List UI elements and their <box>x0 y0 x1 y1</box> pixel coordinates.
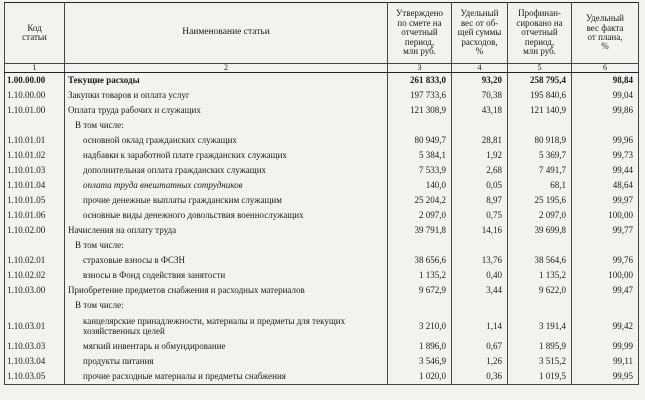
cell-name: оплата труда внештатных сотрудников <box>65 178 388 193</box>
cell-code: 1.10.00.00 <box>5 88 65 103</box>
cell-financed: 5 369,7 <box>508 148 572 163</box>
column-number: 4 <box>452 64 508 73</box>
cell-code: 1.10.01.06 <box>5 208 65 223</box>
table-row <box>5 313 639 339</box>
cell-name: прочие расходные материалы и предметы снабжения <box>65 369 388 385</box>
table-row <box>5 223 639 238</box>
cell-share-plan: 99,97 <box>572 193 639 208</box>
cell-approved: 9 672,9 <box>388 283 452 298</box>
table-row <box>5 354 639 369</box>
cell-approved: 1 896,0 <box>388 339 452 354</box>
cell-share-total: 1,92 <box>452 148 508 163</box>
table-row <box>5 193 639 208</box>
table-row <box>5 253 639 268</box>
header-row <box>5 3 639 64</box>
cell-name: Приобретение предметов снабжения и расходных материалов <box>65 283 388 298</box>
cell-share-total <box>452 118 508 133</box>
cell-code <box>5 238 65 253</box>
cell-code: 1.10.01.01 <box>5 133 65 148</box>
cell-share-total: 1,14 <box>452 313 508 339</box>
column-number-row <box>5 64 639 73</box>
cell-financed: 38 564,6 <box>508 253 572 268</box>
cell-share-plan <box>572 238 639 253</box>
cell-share-plan <box>572 118 639 133</box>
cell-code: 1.10.02.01 <box>5 253 65 268</box>
table-row <box>5 178 639 193</box>
table-row <box>5 339 639 354</box>
cell-code: 1.10.01.05 <box>5 193 65 208</box>
cell-name: надбавки к заработной плате гражданских служащих <box>65 148 388 163</box>
cell-approved: 3 546,9 <box>388 354 452 369</box>
cell-name: прочие денежные выплаты гражданским служащим <box>65 193 388 208</box>
table-row <box>5 238 639 253</box>
table-row <box>5 118 639 133</box>
cell-approved <box>388 118 452 133</box>
cell-share-plan: 48,64 <box>572 178 639 193</box>
cell-financed: 2 097,0 <box>508 208 572 223</box>
cell-approved: 197 733,6 <box>388 88 452 103</box>
cell-share-plan: 99,44 <box>572 163 639 178</box>
table-row <box>5 163 639 178</box>
table-row <box>5 148 639 163</box>
cell-financed: 121 140,9 <box>508 103 572 118</box>
cell-code: 1.10.03.00 <box>5 283 65 298</box>
cell-approved: 7 533,9 <box>388 163 452 178</box>
column-number: 2 <box>65 64 388 73</box>
header-share-total: Удельный вес от об- щей суммы расходов, % <box>452 3 508 64</box>
cell-share-total: 0,75 <box>452 208 508 223</box>
cell-financed: 80 918,9 <box>508 133 572 148</box>
cell-approved: 1 135,2 <box>388 268 452 283</box>
cell-share-total: 0,40 <box>452 268 508 283</box>
cell-share-total <box>452 298 508 313</box>
cell-code: 1.10.03.03 <box>5 339 65 354</box>
cell-share-total: 0,36 <box>452 369 508 385</box>
cell-approved: 3 210,0 <box>388 313 452 339</box>
cell-share-plan: 99,42 <box>572 313 639 339</box>
cell-approved: 5 384,1 <box>388 148 452 163</box>
cell-name: Оплата труда рабочих и служащих <box>65 103 388 118</box>
cell-financed: 3 515,2 <box>508 354 572 369</box>
cell-share-total: 70,38 <box>452 88 508 103</box>
cell-share-plan: 98,84 <box>572 73 639 89</box>
cell-share-plan: 99,76 <box>572 253 639 268</box>
cell-share-plan: 99,99 <box>572 339 639 354</box>
cell-share-total: 13,76 <box>452 253 508 268</box>
cell-code: 1.10.03.04 <box>5 354 65 369</box>
column-number: 6 <box>572 64 639 73</box>
cell-approved: 2 097,0 <box>388 208 452 223</box>
cell-share-plan: 99,77 <box>572 223 639 238</box>
cell-financed: 1 135,2 <box>508 268 572 283</box>
cell-code: 1.10.02.00 <box>5 223 65 238</box>
cell-share-plan: 99,73 <box>572 148 639 163</box>
cell-code: 1.10.01.03 <box>5 163 65 178</box>
cell-code <box>5 298 65 313</box>
cell-name: Начисления на оплату труда <box>65 223 388 238</box>
header-name: Наименование статьи <box>65 3 388 64</box>
cell-name: Закупки товаров и оплата услуг <box>65 88 388 103</box>
table-row <box>5 268 639 283</box>
cell-name: В том числе: <box>65 238 388 253</box>
header-financed: Профинан- сировано на отчетный период, млн руб. <box>508 3 572 64</box>
cell-approved <box>388 238 452 253</box>
cell-code: 1.00.00.00 <box>5 73 65 89</box>
cell-financed <box>508 118 572 133</box>
cell-financed: 3 191,4 <box>508 313 572 339</box>
cell-financed: 25 195,6 <box>508 193 572 208</box>
cell-share-total: 0,67 <box>452 339 508 354</box>
cell-financed: 258 795,4 <box>508 73 572 89</box>
cell-financed: 1 019,5 <box>508 369 572 385</box>
cell-code: 1.10.02.02 <box>5 268 65 283</box>
cell-approved: 140,0 <box>388 178 452 193</box>
cell-financed: 68,1 <box>508 178 572 193</box>
column-number: 1 <box>5 64 65 73</box>
cell-share-plan: 99,96 <box>572 133 639 148</box>
cell-approved: 261 833,0 <box>388 73 452 89</box>
cell-share-total: 14,16 <box>452 223 508 238</box>
table-row <box>5 298 639 313</box>
cell-approved: 38 656,6 <box>388 253 452 268</box>
cell-name: основной оклад гражданских служащих <box>65 133 388 148</box>
cell-name: В том числе: <box>65 118 388 133</box>
cell-financed <box>508 238 572 253</box>
cell-share-total: 0,05 <box>452 178 508 193</box>
header-share-plan: Удельный вес факта от плана, % <box>572 3 639 64</box>
table-row <box>5 88 639 103</box>
cell-share-plan: 100,00 <box>572 208 639 223</box>
cell-financed <box>508 298 572 313</box>
cell-approved: 80 949,7 <box>388 133 452 148</box>
column-number: 3 <box>388 64 452 73</box>
cell-code: 1.10.01.04 <box>5 178 65 193</box>
table-row <box>5 208 639 223</box>
table-row <box>5 283 639 298</box>
cell-share-plan: 99,11 <box>572 354 639 369</box>
cell-approved: 25 204,2 <box>388 193 452 208</box>
cell-code: 1.10.03.05 <box>5 369 65 385</box>
cell-code: 1.10.01.00 <box>5 103 65 118</box>
cell-name: В том числе: <box>65 298 388 313</box>
header-approved: Утверждено по смете на отчетный период, млн руб. <box>388 3 452 64</box>
cell-name: взносы в Фонд содействия занятости <box>65 268 388 283</box>
cell-share-plan: 99,95 <box>572 369 639 385</box>
table-row <box>5 73 639 89</box>
cell-share-total: 2,68 <box>452 163 508 178</box>
cell-approved: 1 020,0 <box>388 369 452 385</box>
cell-code <box>5 118 65 133</box>
cell-approved <box>388 298 452 313</box>
cell-name: Текущие расходы <box>65 73 388 89</box>
cell-name: страховые взносы в ФСЗН <box>65 253 388 268</box>
table-row <box>5 369 639 385</box>
cell-share-plan: 100,00 <box>572 268 639 283</box>
cell-name: продукты питания <box>65 354 388 369</box>
cell-share-plan: 99,47 <box>572 283 639 298</box>
cell-share-plan: 99,04 <box>572 88 639 103</box>
cell-share-total: 3,44 <box>452 283 508 298</box>
cell-approved: 121 308,9 <box>388 103 452 118</box>
column-number: 5 <box>508 64 572 73</box>
table-row <box>5 103 639 118</box>
cell-financed: 39 699,8 <box>508 223 572 238</box>
cell-share-total: 28,81 <box>452 133 508 148</box>
cell-financed: 9 622,0 <box>508 283 572 298</box>
cell-name: канцелярские принадлежности, материалы и предметы для текущих хозяйственных целей <box>65 313 388 339</box>
cell-share-plan: 99,86 <box>572 103 639 118</box>
cell-share-total <box>452 238 508 253</box>
cell-name: мягкий инвентарь и обмундирование <box>65 339 388 354</box>
cell-share-total: 8,97 <box>452 193 508 208</box>
cell-share-total: 1,26 <box>452 354 508 369</box>
cell-share-total: 93,20 <box>452 73 508 89</box>
table-row <box>5 133 639 148</box>
cell-financed: 7 491,7 <box>508 163 572 178</box>
cell-approved: 39 791,8 <box>388 223 452 238</box>
cell-share-total: 43,18 <box>452 103 508 118</box>
cell-financed: 1 895,9 <box>508 339 572 354</box>
cell-share-plan <box>572 298 639 313</box>
expenses-table <box>4 2 639 385</box>
cell-financed: 195 840,6 <box>508 88 572 103</box>
cell-code: 1.10.01.02 <box>5 148 65 163</box>
cell-name: дополнительная оплата гражданских служащих <box>65 163 388 178</box>
cell-name: основные виды денежного довольствия военнослужащих <box>65 208 388 223</box>
header-code: Код статьи <box>5 3 65 64</box>
cell-code: 1.10.03.01 <box>5 313 65 339</box>
